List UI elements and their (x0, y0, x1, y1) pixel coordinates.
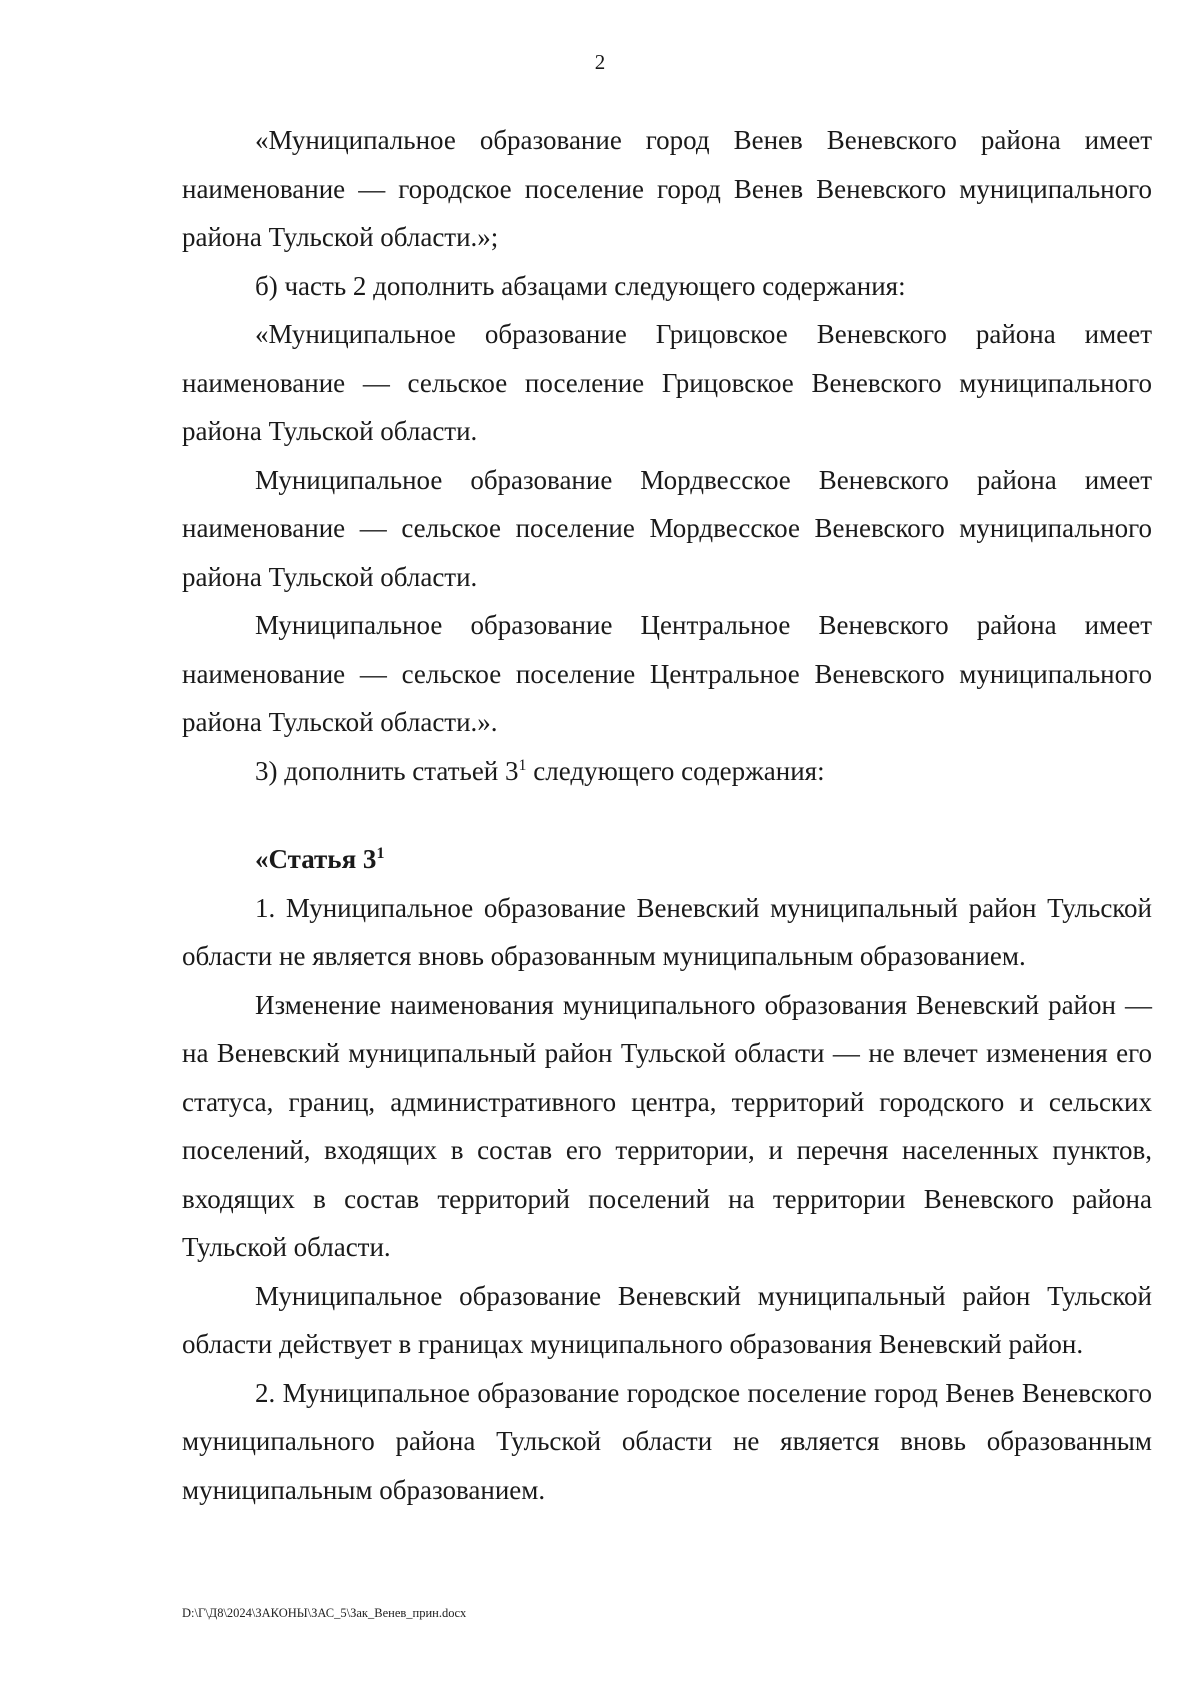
article-clause-name-change: Изменение наименования муниципального образования Веневский район — на Веневский муниципальный район Тульской области — не влечет изменения его статуса, границ, административного центра, территорий городского и сельских поселений, входящих в состав его территории, и перечня населенных пунктов, входящих в состав территорий поселений на территории Веневского района Тульской области. (182, 989, 1152, 1262)
add-article-superscript: 1 (518, 756, 527, 774)
article-clause-boundaries: Муниципальное образование Веневский муниципальный район Тульской области действует в границах муниципального образования Веневский район. (182, 1280, 1152, 1359)
paragraph-venev-town: «Муниципальное образование город Венев Веневского района имеет наименование — городское поселение город Венев Веневского муниципального района Тульской области.»; (182, 125, 1152, 252)
file-path-footer: D:\Г\Д8\2024\ЗАКОНЫ\ЗАС_5\Зак_Венев_прин.docx (182, 1606, 467, 1620)
article-heading (182, 835, 1152, 884)
paragraph-part2-amendment: б) часть 2 дополнить абзацами следующего содержания: (255, 270, 906, 301)
paragraph-mordvesskoe: Муниципальное образование Мордвесское Веневского района имеет наименование — сельское поселение Мордвесское Веневского муниципального района Тульской области. (182, 464, 1152, 592)
article-clause-2: 2. Муниципальное образование городское поселение город Венев Веневского муниципального района Тульской области не является вновь образованным муниципальным образованием. (182, 1377, 1152, 1505)
paragraph-gritsovskoe: «Муниципальное образование Грицовское Веневского района имеет наименование — сельское поселение Грицовское Веневского муниципального района Тульской области. (182, 319, 1152, 446)
paragraph-tsentralnoe: Муниципальное образование Центральное Веневского района имеет наименование — сельское поселение Центральное Веневского муниципального района Тульской области.». (182, 610, 1152, 737)
article-clause-1: 1. Муниципальное образование Веневский муниципальный район Тульской области не является вновь образованным муниципальным образованием. (182, 892, 1152, 971)
article-heading-superscript: 1 (376, 845, 385, 862)
add-article-text: 3) дополнить статьей 3 (255, 755, 519, 786)
page-number: 2 (594, 50, 606, 74)
add-article-text-end: следующего содержания: (526, 755, 825, 786)
paragraph-add-article (182, 747, 1152, 796)
document-body (182, 116, 1152, 1514)
article-heading-text: «Статья 3 (255, 844, 377, 874)
